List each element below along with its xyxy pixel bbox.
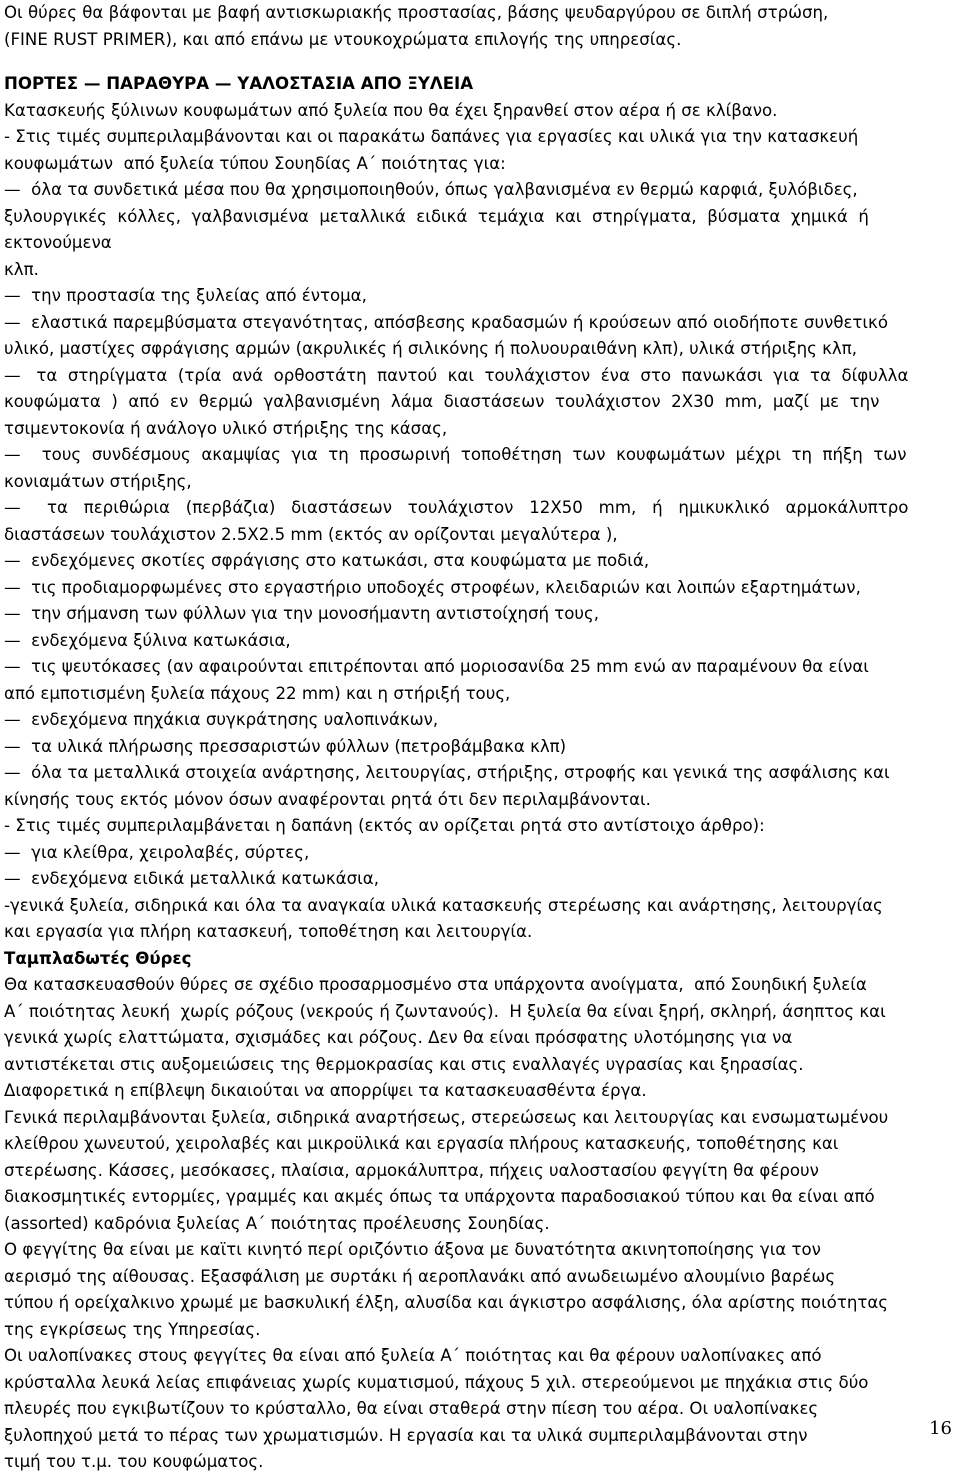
section-body-line: — τα υλικά πλήρωσης πρεσσαριστών φύλλων (πετροβάμβακα κλπ) xyxy=(4,736,567,756)
doors-body xyxy=(4,972,956,1476)
doors-body-line: Ο φεγγίτης θα είναι με καϊτι κινητό περί οριζόντιο άξονα με δυνατότητα ακινητοποίησης για τον xyxy=(4,1240,821,1259)
page-number: 16 xyxy=(929,1418,952,1439)
section-body-line: Κατασκευής ξύλινων κουφωμάτων από ξυλεία που θα έχει ξηρανθεί στον αέρα ή σε κλίβανο. xyxy=(4,100,778,120)
doors-body-line: αερισμό της αίθουσας. Εξασφάλιση με συρτάκι ή αεροπλανάκι από ανωδειωμένο αλουμίνιο βαρέως xyxy=(4,1266,836,1286)
doors-body-line: τύπου ή ορείχαλκινο χρωμέ με baσκυλική έλξη, αλυσίδα και άγκιστρο ασφάλισης, όλα αρίστης ποιότητας xyxy=(4,1293,889,1312)
section-body-line: — ενδεχόμενα ειδικά μεταλλικά κατωκάσια, xyxy=(4,869,379,888)
doors-body-line: Α΄ ποιότητας λευκή χωρίς ρόζους (νεκρούς ή ζωντανούς). Η ξυλεία θα είναι ξηρή, σκληρή, άσηπτος και xyxy=(4,1001,886,1021)
section-body-line: εκτονούμενα xyxy=(4,233,112,252)
section-body-line: — για κλείθρα, χειρολαβές, σύρτες, xyxy=(4,842,310,862)
section-body-line: κλπ. xyxy=(4,259,39,279)
doors-body-line: αντιστέκεται στις αυξομειώσεις της θερμοκρασίας και στις εναλλαγές υγρασίας και ξηρασίας. xyxy=(4,1054,804,1074)
doors-body-line: (assorted) καδρόνια ξυλείας Α΄ ποιότητας προέλευσης Σουηδίας. xyxy=(4,1213,550,1233)
section-body-line: — όλα τα μεταλλικά στοιχεία ανάρτησης, λειτουργίας, στήριξης, στροφής και γενικά της ασφάλισης και xyxy=(4,763,890,782)
doors-body-line: διακοσμητικές εντορμίες, γραμμές και ακμές όπως τα υπάρχοντα παραδοσιακού τύπου και θα είναι από xyxy=(4,1187,875,1206)
section-body-line: τσιμεντοκονία ή ανάλογο υλικό στήριξης της κάσας, xyxy=(4,418,448,438)
section-body-line: υλικό, μαστίχες σφράγισης αρμών (ακρυλικές ή σιλικόνης ή πολυουραιθάνη κλπ), υλικά στήριξης κλπ, xyxy=(4,339,858,358)
intro-line: Οι θύρες θα βάφονται με βαφή αντισκωριακής προστασίας, βάσης ψευδαργύρου σε διπλή στρώση, xyxy=(4,3,829,22)
section-body-line: ξυλουργικές κόλλες, γαλβανισμένα μεταλλικά ειδικά τεμάχια και στηρίγματα, βύσματα χημικά ή xyxy=(4,206,869,226)
doors-body-line: Οι υαλοπίνακες στους φεγγίτες θα είναι από ξυλεία Α΄ ποιότητας και θα φέρουν υαλοπίνακες από xyxy=(4,1346,822,1365)
section-body-line: — τις ψευτόκασες (αν αφαιρούνται επιτρέπονται από μοριοσανίδα 25 mm ενώ αν παραμένουν θα είναι xyxy=(4,657,869,676)
doors-body-line: κρύσταλλα λευκά λείας επιφάνειας χωρίς κυματισμού, πάχους 5 χιλ. στερεούμενοι με πηχάκια στις δύο xyxy=(4,1372,869,1392)
section-body-line: κουφώματα ) από εν θερμώ γαλβανισμένη λάμα διαστάσεων τουλάχιστον 2Χ30 mm, μαζί με την xyxy=(4,392,880,411)
doors-body-line: γενικά χωρίς ελαττώματα, σχισμάδες και ρόζους. Δεν θα είναι πρόσφατης υλοτόμησης για να xyxy=(4,1028,793,1047)
section-body-line: κουφωμάτων από ξυλεία τύπου Σουηδίας Α΄ ποιότητας για: xyxy=(4,153,506,173)
section-heading: ΠΟΡΤΕΣ — ΠΑΡΑΘΥΡΑ — ΥΑΛΟΣΤΑΣΙΑ ΑΠΟ ΞΥΛΕΙΑ xyxy=(4,74,474,93)
section-body-line: — την προστασία της ξυλείας από έντομα, xyxy=(4,286,367,305)
doors-body-line: Διαφορετικά η επίβλεψη δικαιούται να απορρίψει τα κατασκευασθέντα έργα. xyxy=(4,1081,647,1100)
doors-body-line: Γενικά περιλαμβάνονται ξυλεία, σιδηρικά αναρτήσεως, στερεώσεως και λειτουργίας και ενσωματωμένου xyxy=(4,1107,889,1127)
document-page xyxy=(4,0,956,1476)
section-body-line: — τα στηρίγματα (τρία ανά ορθοστάτη παντού και τουλάχιστον ένα στο πανωκάσι για τα δίφυλλα xyxy=(4,365,909,385)
section-body-line: — ενδεχόμενες σκοτίες σφράγισης στο κατωκάσι, στα κουφώματα με ποδιά, xyxy=(4,551,650,570)
doors-body-line: της εγκρίσεως της Υπηρεσίας. xyxy=(4,1319,261,1339)
doors-body-line: τιμή του τ.μ. του κουφώματος. xyxy=(4,1452,264,1471)
section-body-line: - Στις τιμές συμπεριλαμβάνονται και οι παρακάτω δαπάνες για εργασίες και υλικά για την κατασκευή xyxy=(4,127,859,146)
section-body-line: — τις προδιαμορφωμένες στο εργαστήριο υποδοχές στροφέων, κλειδαριών και λοιπών εξαρτημάτων, xyxy=(4,577,861,597)
doors-body-line: ξυλοπηχού μετά το πέρας των χρωματισμών. Η εργασία και τα υλικά συμπεριλαμβάνονται στην xyxy=(4,1425,808,1445)
doors-body-line: πλευρές που εγκιβωτίζουν το κρύσταλλο, θα είναι σταθερά στην πίεση του αέρα. Οι υαλοπίνακες xyxy=(4,1399,819,1418)
intro-line: (FINE RUST PRIMER), και από επάνω με ντουκοχρώματα επιλογής της υπηρεσίας. xyxy=(4,29,682,49)
doors-body-line: στερέωσης. Κάσσες, μεσόκασες, πλαίσια, αρμοκάλυπτρα, πήχεις υαλοστασίου φεγγίτη θα φέρουν xyxy=(4,1160,819,1180)
section-body-line: και εργασία για πλήρη κατασκευή, τοποθέτηση και λειτουργία. xyxy=(4,922,533,941)
section-body-line: διαστάσεων τουλάχιστον 2.5Χ2.5 mm (εκτός αν ορίζονται μεγαλύτερα ), xyxy=(4,524,618,544)
intro-paragraph xyxy=(4,0,956,53)
section-body-line: κίνησής τους εκτός μόνον όσων αναφέρονται ρητά ότι δεν περιλαμβάνονται. xyxy=(4,789,651,809)
section-body-line: — τα περιθώρια (περβάζια) διαστάσεων τουλάχιστον 12Χ50 mm, ή ημικυκλικό αρμοκάλυπτρο xyxy=(4,498,909,517)
section-body-line: -γενικά ξυλεία, σιδηρικά και όλα τα αναγκαία υλικά κατασκευής στερέωσης και ανάρτησης, λειτουργίας xyxy=(4,895,883,915)
section-body-line: - Στις τιμές συμπεριλαμβάνεται η δαπάνη (εκτός αν ορίζεται ρητά στο αντίστοιχο άρθρο): xyxy=(4,816,765,835)
section-body xyxy=(4,98,956,946)
doors-body-line: Θα κατασκευασθούν θύρες σε σχέδιο προσαρμοσμένο στα υπάρχοντα ανοίγματα, από Σουηδική ξυλεία xyxy=(4,975,867,994)
section-body-line: — ενδεχόμενα ξύλινα κατωκάσια, xyxy=(4,630,291,650)
section-body-line: — ενδεχόμενα πηχάκια συγκράτησης υαλοπινάκων, xyxy=(4,710,439,729)
doors-body-line: κλείθρου χωνευτού, χειρολαβές και μικροϋλικά και εργασία πλήρους κατασκευής, τοποθέτησης και xyxy=(4,1134,839,1153)
paragraph-gap xyxy=(4,53,956,71)
section-body-line: κονιαμάτων στήριξης, xyxy=(4,471,192,491)
section-body-line: — όλα τα συνδετικά μέσα που θα χρησιμοποιηθούν, όπως γαλβανισμένα εν θερμώ καρφιά, ξυλόβιδες, xyxy=(4,180,858,199)
section-body-line: — τους συνδέσμους ακαμψίας για τη προσωρινή τοποθέτηση των κουφωμάτων μέχρι τη πήξη των xyxy=(4,445,907,464)
section-body-line: — ελαστικά παρεμβύσματα στεγανότητας, απόσβεσης κραδασμών ή κρούσεων από οιοδήποτε συνθετικό xyxy=(4,312,888,332)
section-heading-doors: Ταμπλαδωτές Θύρες xyxy=(4,948,192,968)
section-body-line: — την σήμανση των φύλλων για την μονοσήμαντη αντιστοίχησή τους, xyxy=(4,604,600,623)
section-body-line: από εμποτισμένη ξυλεία πάχους 22 mm) και η στήριξή τους, xyxy=(4,683,511,703)
